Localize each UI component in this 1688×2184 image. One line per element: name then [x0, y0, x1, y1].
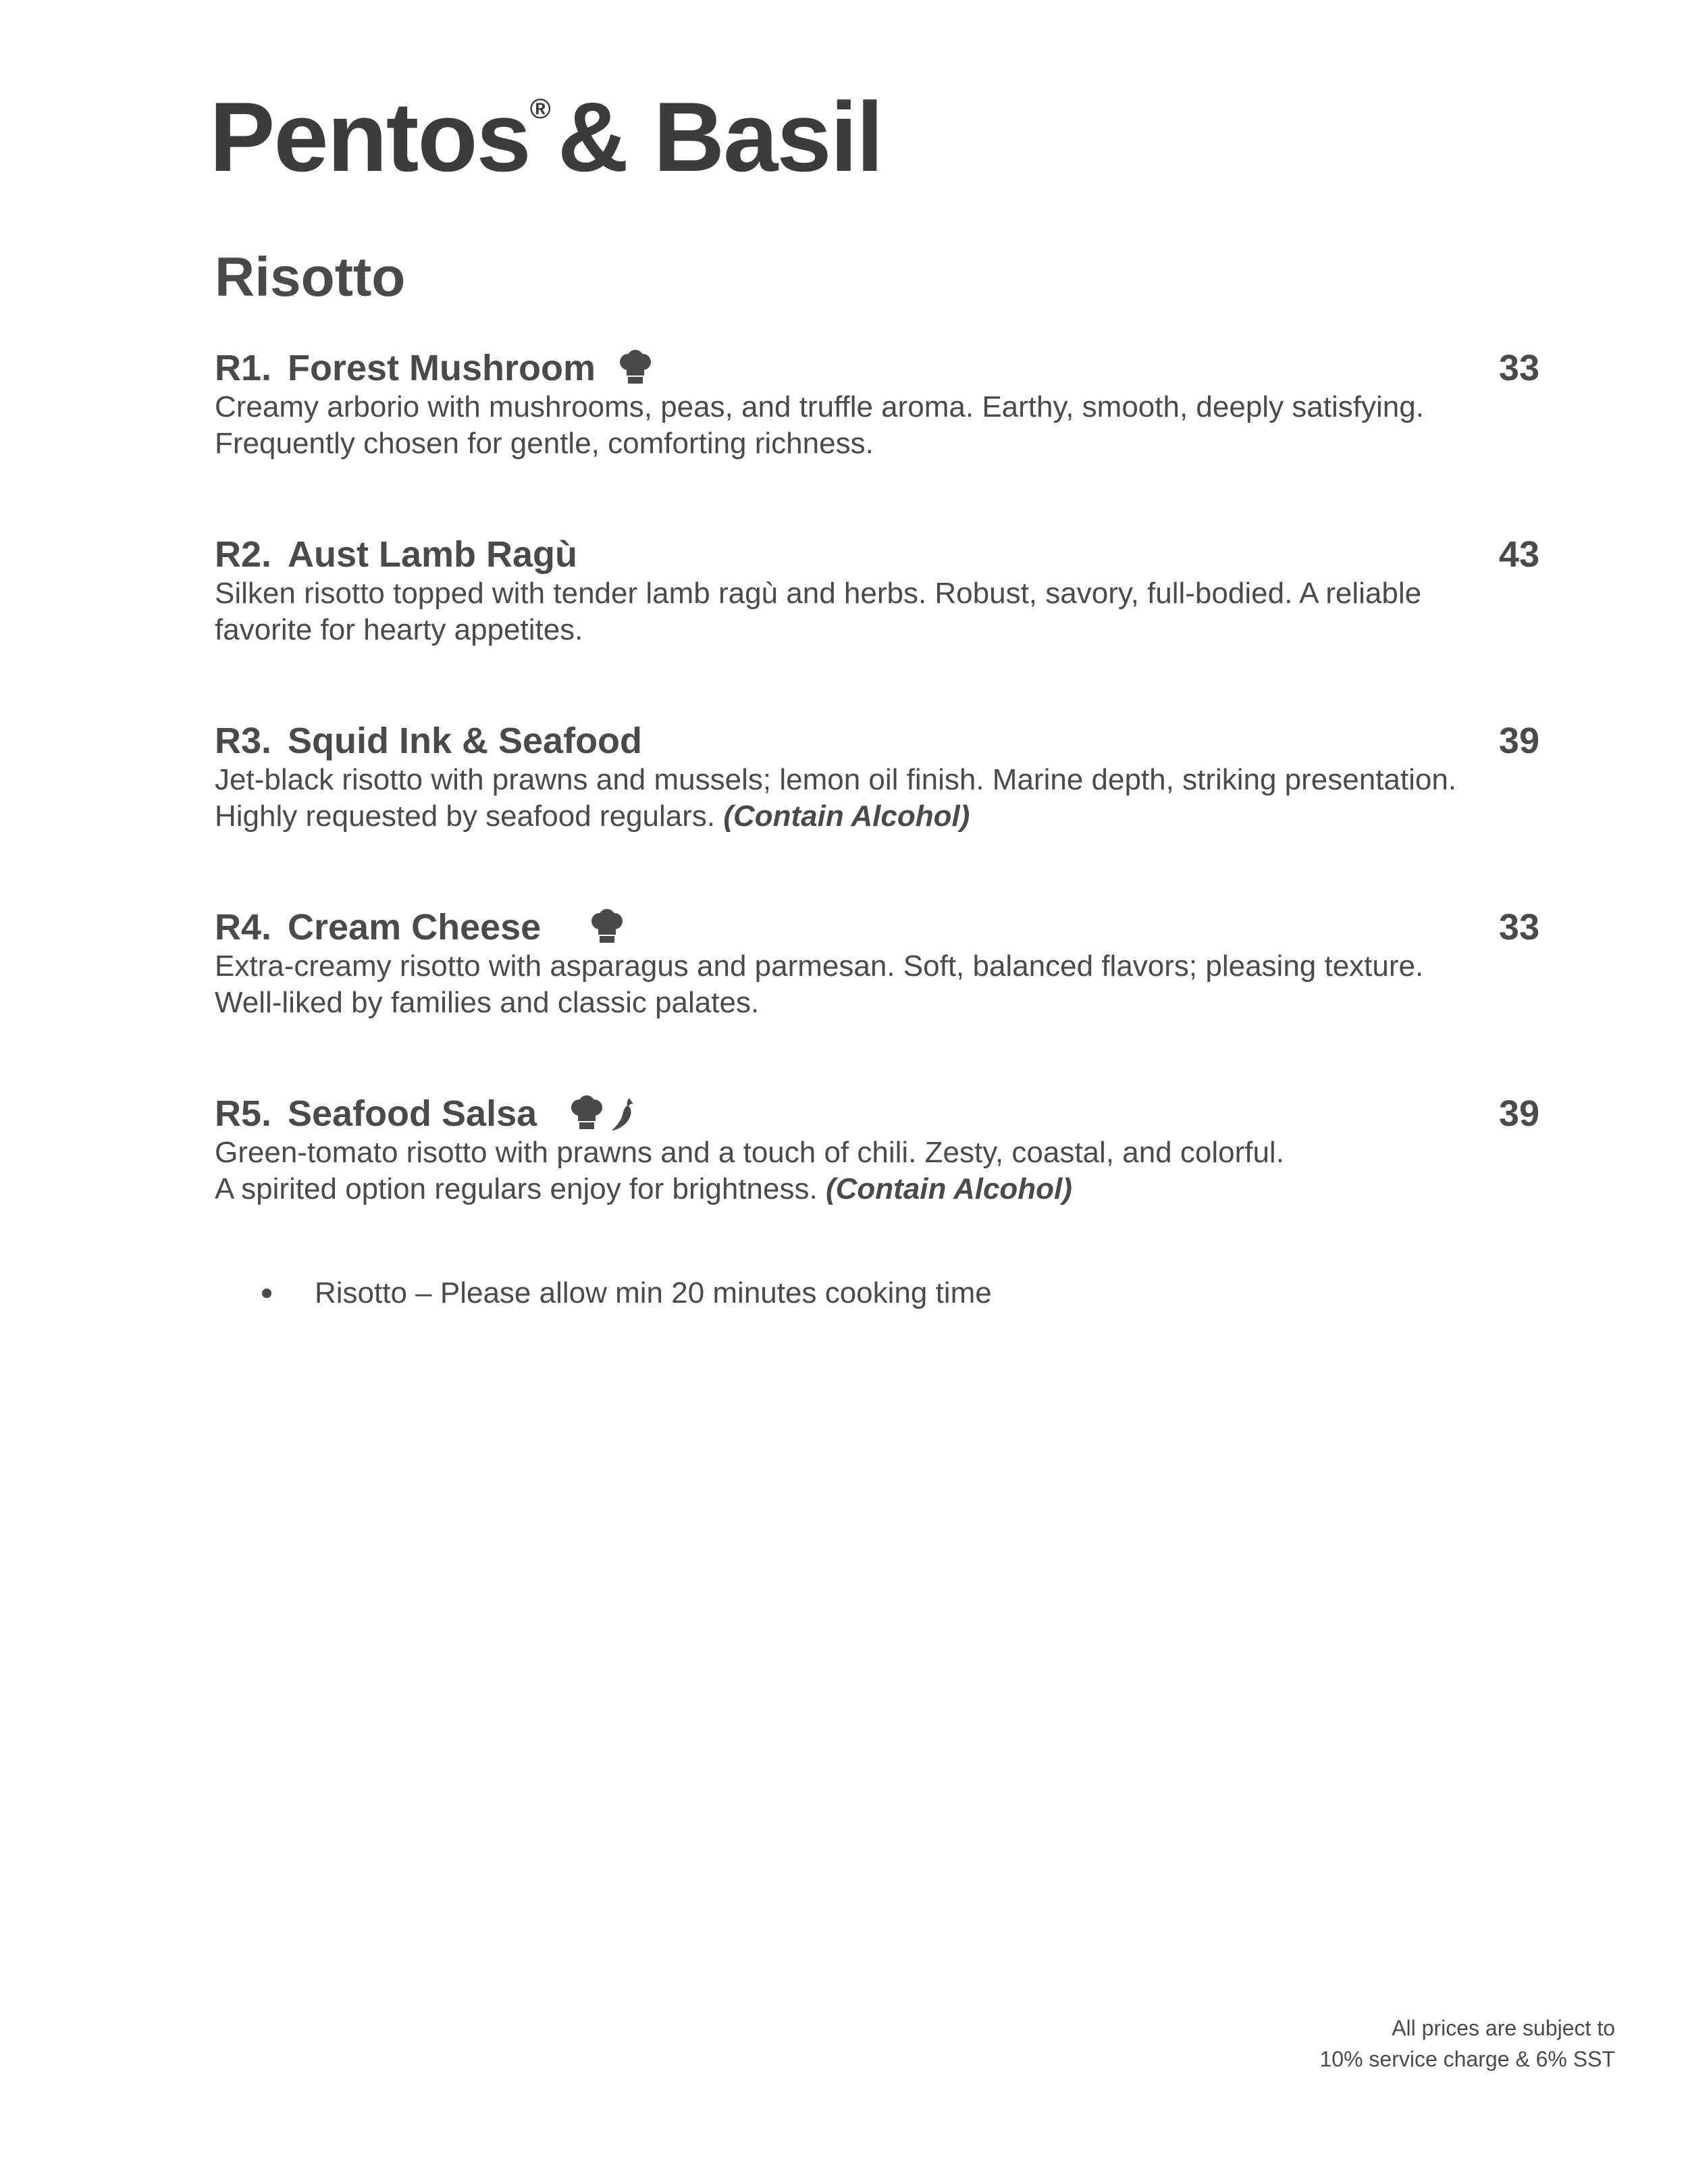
description-line: Creamy arborio with mushrooms, peas, and truffle aroma. Earthy, smooth, deeply satisfying. [215, 390, 1424, 423]
description-line [215, 1171, 1539, 1207]
footnote-line: 10% service charge & 6% SST [1319, 2047, 1615, 2071]
item-code: R3. [215, 721, 272, 761]
item-name: Squid Ink & Seafood [288, 721, 643, 761]
item-description [215, 389, 1539, 462]
item-description [215, 948, 1539, 1021]
section-title: Risotto [215, 246, 406, 308]
alcohol-note: (Contain Alcohol) [723, 800, 970, 833]
description-line: Frequently chosen for gentle, comforting richness. [215, 427, 874, 460]
description-line: Silken risotto topped with tender lamb ragù and herbs. Robust, savory, full-bodied. A reliable [215, 577, 1422, 610]
brand-logo [209, 82, 882, 192]
menu-item [215, 531, 1539, 648]
item-description [215, 1135, 1539, 1207]
description-text: A spirited option regulars enjoy for brightness. [215, 1172, 818, 1205]
cooking-time-note [262, 1276, 992, 1310]
item-price: 33 [1498, 907, 1539, 947]
description-line: Extra-creamy risotto with asparagus and parmesan. Soft, balanced flavors; pleasing texture. [215, 950, 1424, 983]
chef-hat-icon [590, 909, 624, 945]
alcohol-note: (Contain Alcohol) [825, 1172, 1072, 1205]
description-line: Green-tomato risotto with prawns and a touch of chili. Zesty, coastal, and colorful. [215, 1136, 1284, 1169]
menu-item [215, 1090, 1539, 1207]
item-name: Cream Cheese [288, 907, 542, 947]
menu-item [215, 904, 1539, 1021]
item-description [215, 762, 1539, 835]
item-price: 33 [1498, 348, 1539, 388]
chef-hat-icon [570, 1095, 604, 1132]
footnote-line: All prices are subject to [1392, 2016, 1615, 2040]
item-price: 39 [1498, 1093, 1539, 1134]
registered-mark: ® [529, 93, 550, 124]
cooking-time-text: Risotto – Please allow min 20 minutes cooking time [315, 1276, 992, 1309]
brand-name-left: Pentos [209, 82, 530, 192]
description-text: Highly requested by seafood regulars. [215, 800, 716, 833]
brand-name-right: & Basil [557, 82, 882, 192]
item-price: 43 [1498, 534, 1539, 575]
item-name: Aust Lamb Ragù [288, 534, 578, 575]
item-code: R4. [215, 907, 272, 947]
description-line: Jet-black risotto with prawns and mussels; lemon oil finish. Marine depth, striking presentation. [215, 763, 1457, 796]
price-footnote [1319, 2012, 1615, 2075]
item-code: R5. [215, 1093, 272, 1134]
chef-hat-icon [618, 350, 652, 386]
item-description [215, 575, 1539, 648]
description-line: favorite for hearty appetites. [215, 613, 583, 646]
description-line [215, 798, 1539, 835]
item-code: R1. [215, 348, 272, 388]
item-name: Forest Mushroom [288, 348, 596, 388]
menu-item [215, 717, 1539, 835]
item-code: R2. [215, 534, 272, 575]
item-price: 39 [1498, 721, 1539, 761]
chili-icon [610, 1095, 637, 1132]
menu-item [215, 344, 1539, 462]
bullet-icon [262, 1289, 271, 1298]
description-line: Well-liked by families and classic palates. [215, 986, 760, 1019]
item-name: Seafood Salsa [288, 1093, 537, 1134]
